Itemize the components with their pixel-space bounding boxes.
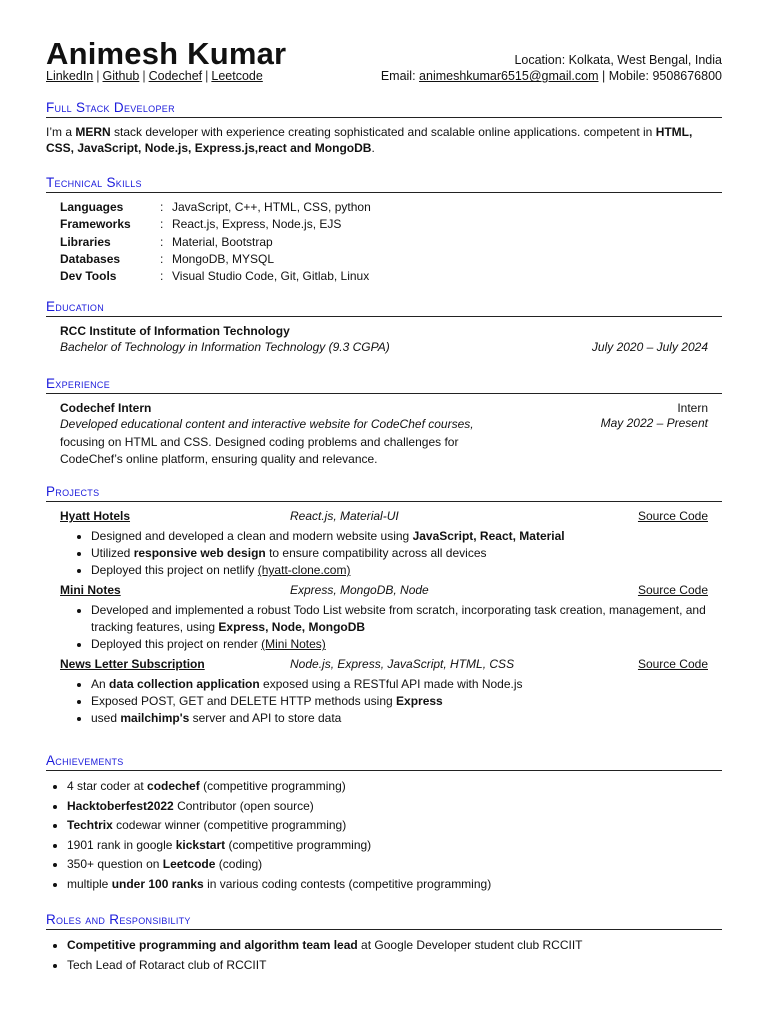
degree: Bachelor of Technology in Information Technology (9.3 CGPA)	[60, 340, 390, 355]
achievements-section	[46, 753, 722, 897]
achievement-bold: Techtrix	[67, 818, 113, 833]
deploy-link[interactable]: (hyatt-clone.com)	[257, 563, 351, 578]
project-name: Hyatt Hotels	[60, 509, 131, 524]
achievement-text: in various coding contests (competitive programming)	[203, 876, 492, 891]
summary-end: .	[371, 141, 375, 156]
project-bullets	[60, 676, 708, 727]
skill-row-databases	[60, 251, 722, 268]
role-text: at Google Developer student club RCCIIT	[357, 938, 583, 953]
project-tech: Node.js, Express, JavaScript, HTML, CSS	[290, 657, 515, 672]
list-item	[67, 836, 722, 856]
bullet-bold: Express	[396, 694, 443, 709]
experience-desc-rest: focusing on HTML and CSS. Designed coding problems and challenges for CodeChef’s online platform, ensuring quality and relevance.	[60, 434, 459, 467]
list-item	[91, 636, 708, 653]
list-item	[67, 855, 722, 875]
bullet-text: server and API to store data	[189, 711, 342, 726]
link-separator: |	[205, 69, 209, 83]
achievement-text: (competitive programming)	[199, 779, 346, 794]
mobile-value: 9508676800	[652, 69, 722, 84]
project-name: News Letter Subscription	[60, 657, 205, 672]
list-item	[67, 816, 722, 836]
bullet-text: An	[91, 677, 110, 692]
skill-category: Dev Tools	[60, 268, 117, 283]
github-link[interactable]: Github	[102, 69, 140, 83]
achievement-bold: under 100 ranks	[111, 876, 204, 891]
summary-skills: HTML, CSS, JavaScript, Node.js, Express.js,react and MongoDB	[46, 125, 693, 156]
section-title-education: Education	[46, 299, 722, 317]
email-link[interactable]: animeshkumar6515@gmail.com	[419, 69, 599, 84]
project-tech: Express, MongoDB, Node	[290, 583, 429, 598]
skill-colon: :	[160, 268, 164, 283]
experience-desc-italic: Developed educational content and interactive website for CodeChef courses,	[60, 417, 474, 432]
skill-value: React.js, Express, Node.js, EJS	[172, 217, 342, 232]
section-title-experience: Experience	[46, 376, 722, 394]
achievement-text: 1901 rank in google	[67, 837, 176, 852]
skill-colon: :	[160, 200, 164, 215]
skill-row-frameworks	[60, 216, 722, 233]
skill-colon: :	[160, 251, 164, 266]
link-separator: |	[96, 69, 100, 83]
bullet-text: Utilized	[91, 546, 134, 561]
bullet-bold: data collection application	[109, 677, 260, 692]
skill-value: MongoDB, MYSQL	[172, 251, 275, 266]
summary-pre: I’m a	[46, 125, 76, 140]
email-label: Email:	[380, 69, 416, 84]
skill-value: JavaScript, C++, HTML, CSS, python	[172, 200, 371, 215]
location-line	[381, 52, 722, 68]
skill-category: Languages	[60, 200, 124, 215]
bullet-text: used	[91, 711, 121, 726]
leetcode-link[interactable]: Leetcode	[211, 69, 263, 83]
summary-text	[46, 124, 722, 156]
achievement-text: codewar winner (competitive programming)	[112, 818, 347, 833]
profile-links	[46, 68, 263, 85]
project-hyatt-hotels	[60, 508, 708, 579]
bullet-bold: responsive web design	[133, 546, 266, 561]
skill-colon: :	[160, 217, 164, 232]
skills-list	[60, 199, 722, 285]
skill-colon: :	[160, 234, 164, 249]
bullet-text: to ensure compatibility across all devices	[265, 546, 487, 561]
achievement-text: multiple	[67, 876, 112, 891]
bullet-text: Designed and developed a clean and modern website using	[91, 529, 413, 544]
bullet-text: exposed using a RESTful API made with Node.js	[259, 677, 523, 692]
achievement-bold: Hacktoberfest2022	[67, 798, 174, 813]
education-entry	[60, 323, 708, 355]
experience-role: Codechef Intern	[60, 401, 152, 416]
education-detail-row	[60, 339, 708, 355]
bullet-text: Exposed POST, GET and DELETE HTTP methods using	[91, 694, 397, 709]
location-value: Kolkata, West Bengal, India	[568, 53, 722, 67]
achievement-bold: kickstart	[175, 837, 226, 852]
source-code-link[interactable]: Source Code	[637, 657, 708, 672]
list-item	[67, 956, 722, 976]
experience-section	[46, 376, 722, 469]
list-item	[91, 693, 708, 710]
project-name: Mini Notes	[60, 583, 121, 598]
skill-row-dev-tools	[60, 268, 722, 285]
list-item	[91, 562, 708, 579]
education-section	[46, 299, 722, 356]
bullet-text: Developed and implemented a robust Todo List website from scratch, incorporating task creation, management, and tracking features, using	[91, 603, 706, 635]
summary-section	[46, 100, 722, 157]
project-bullets	[60, 528, 708, 579]
skills-section	[46, 175, 722, 285]
project-tech: React.js, Material-UI	[290, 509, 399, 524]
experience-head-row	[60, 400, 708, 416]
linkedin-link[interactable]: LinkedIn	[46, 69, 94, 83]
project-bullets	[60, 602, 708, 653]
achievement-text: (coding)	[215, 857, 263, 872]
bullet-bold: mailchimp's	[120, 711, 190, 726]
resume-page	[46, 36, 722, 972]
section-title-summary: Full Stack Developer	[46, 100, 722, 118]
skill-value: Material, Bootstrap	[172, 234, 273, 249]
achievement-bold: codechef	[147, 779, 200, 794]
roles-list	[46, 936, 722, 975]
experience-body	[60, 416, 708, 468]
section-title-skills: Technical Skills	[46, 175, 722, 193]
summary-mern: MERN	[75, 125, 111, 140]
roles-section	[46, 912, 722, 978]
education-dates: July 2020 – July 2024	[591, 340, 708, 355]
source-code-link[interactable]: Source Code	[637, 583, 708, 598]
list-item	[67, 875, 722, 895]
skill-category: Databases	[60, 251, 121, 266]
list-item	[91, 528, 708, 545]
achievement-text: (competitive programming)	[225, 837, 372, 852]
source-code-link[interactable]: Source Code	[637, 509, 708, 524]
contact-info	[381, 52, 722, 85]
list-item	[91, 602, 708, 636]
experience-entry	[60, 400, 708, 468]
project-mini-notes	[60, 582, 708, 653]
list-item	[67, 777, 722, 797]
location-label: Location:	[514, 53, 566, 67]
section-title-projects: Projects	[46, 484, 722, 502]
achievements-list	[46, 777, 722, 894]
projects-section	[46, 484, 722, 730]
list-item	[91, 545, 708, 562]
experience-description	[60, 416, 480, 468]
project-head	[60, 508, 708, 526]
skill-category: Frameworks	[60, 217, 131, 232]
school-name: RCC Institute of Information Technology	[60, 324, 290, 339]
experience-dates: May 2022 – Present	[600, 416, 708, 431]
role-text: Tech Lead of Rotaract club of RCCIIT	[67, 957, 267, 972]
resume-header	[46, 38, 722, 90]
achievement-text: Contributor (open source)	[173, 798, 314, 813]
bullet-text: Deployed this project on render	[91, 637, 262, 652]
section-title-roles: Roles and Responsibility	[46, 912, 722, 930]
skill-category: Libraries	[60, 234, 111, 249]
achievement-text: 4 star coder at	[67, 779, 148, 794]
section-title-achievements: Achievements	[46, 753, 722, 771]
skill-row-libraries	[60, 234, 722, 251]
role-bold: Competitive programming and algorithm team lead	[67, 938, 358, 953]
bullet-bold: Express, Node, MongoDB	[218, 620, 366, 635]
project-news-letter	[60, 656, 708, 727]
list-item	[91, 676, 708, 693]
deploy-link[interactable]: (Mini Notes)	[261, 637, 326, 652]
project-head	[60, 582, 708, 600]
experience-type: Intern	[677, 401, 708, 416]
list-item	[67, 936, 722, 956]
project-head	[60, 656, 708, 674]
mobile-label: Mobile:	[608, 69, 649, 84]
codechef-link[interactable]: Codechef	[148, 69, 203, 83]
bullet-text: Deployed this project on netlify	[91, 563, 258, 578]
link-separator: |	[142, 69, 146, 83]
list-item	[67, 797, 722, 817]
list-item	[91, 710, 708, 727]
skill-value: Visual Studio Code, Git, Gitlab, Linux	[172, 268, 370, 283]
summary-mid: stack developer with experience creating sophisticated and scalable online applications. competent in	[110, 125, 656, 140]
achievement-bold: Leetcode	[162, 857, 216, 872]
email-mobile-line: Email: animeshkumar6515@gmail.com | Mobile: 9508676800	[380, 69, 722, 84]
skill-row-languages	[60, 199, 722, 216]
bullet-bold: JavaScript, React, Material	[412, 529, 565, 544]
achievement-text: 350+ question on	[67, 857, 163, 872]
candidate-name: Animesh Kumar	[46, 36, 287, 71]
